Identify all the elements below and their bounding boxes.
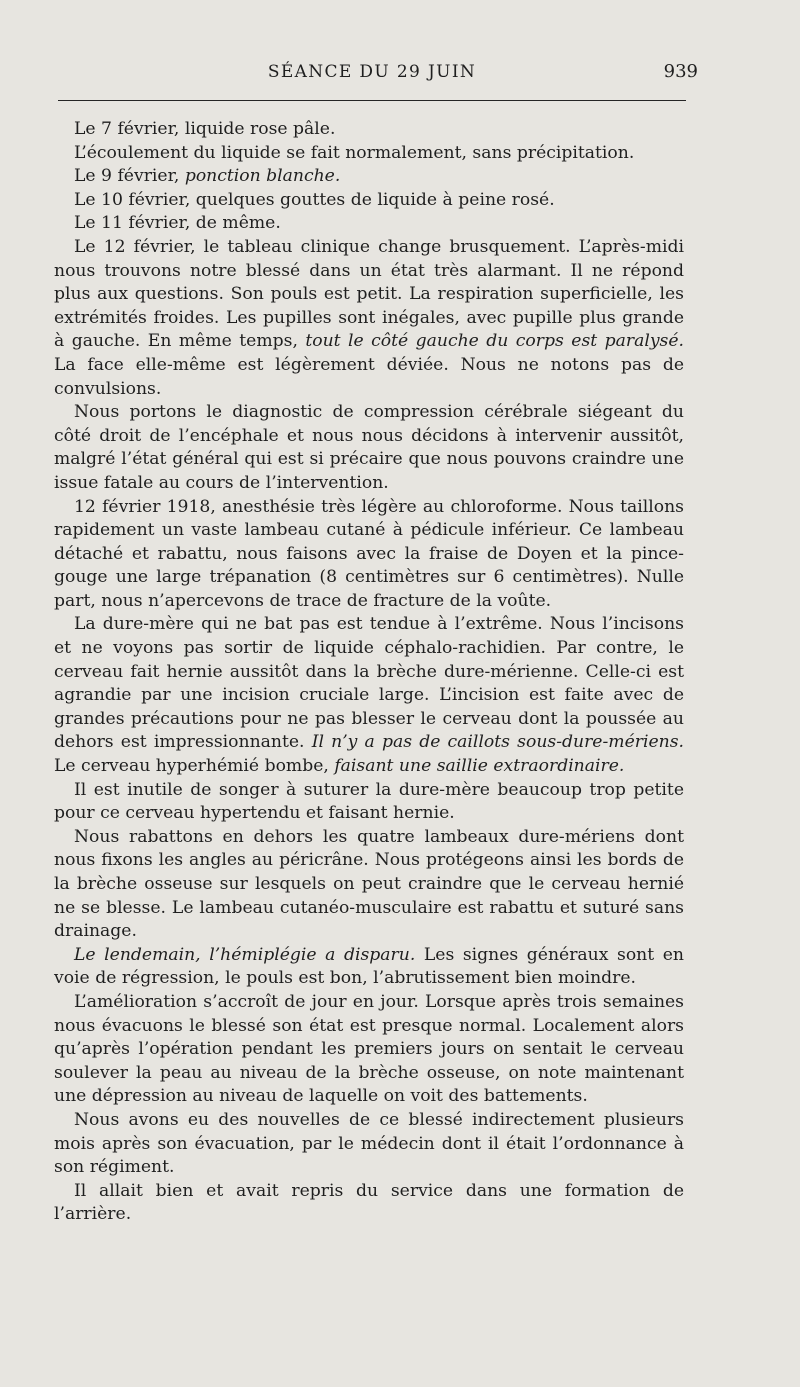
paragraph [54, 944, 684, 991]
italic-text: Le lendemain, l’hémiplégie a disparu. [74, 944, 416, 965]
text-run: Nous rabattons en dehors les quatre lambeaux dure-mériens dont nous fixons les angles au péricrâne. Nous protégeons ainsi les bords de la brèche osseuse sur lesquels on peut craindre que le cerveau hernié ne se blesse. Le lambeau cutanéo-musculaire est rabattu et suturé sans drainage. [54, 826, 684, 942]
text-run: Il est inutile de songer à suturer la dure-mère beaucoup trop petite pour ce cerveau hypertendu et faisant hernie. [54, 779, 684, 824]
paragraph [54, 496, 684, 614]
paragraph [54, 1180, 684, 1227]
text-run: Le 12 février, le tableau clinique change brusquement. L’après-midi nous trouvons notre blessé dans un état très alarmant. Il ne répond plus aux questions. Son pouls est petit. La respiration superficielle, les extrémités froides. Les pupilles sont inégales, avec pupille plus grande à gauche. En même temps, [54, 236, 684, 352]
page-number: 939 [663, 61, 698, 82]
text-run: La face elle-même est légèrement déviée. Nous ne notons pas de convulsions. [54, 354, 684, 399]
text-run: Le 9 février, [74, 166, 185, 187]
text-run: 12 février 1918, anesthésie très légère au chloroforme. Nous taillons rapidement un vaste lambeau cutané à pédicule inférieur. Ce lambeau détaché et rabattu, nous faisons avec la fraise de Doyen et la pince-gouge une large trépanation (8 centimètres sur 6 centimètres). Nulle part, nous n’apercevons de trace de fracture de la voûte. [54, 496, 684, 611]
text-run: L’amélioration s’accroît de jour en jour. Lorsque après trois semaines nous évacuons le blessé son état est presque normal. Localement alors qu’après l’opération pendant les premiers jours on sentait le cerveau soulever la peau au niveau de la brèche osseuse, on note maintenant une dépression au niveau de laquelle on voit des battements. [54, 991, 684, 1107]
text-run: Les signes généraux sont en voie de régression, le pouls est bon, l’abrutissement bien moindre. [54, 944, 684, 989]
italic-text: faisant une saillie extraordinaire. [334, 756, 625, 777]
text-run: Il allait bien et avait repris du service dans une formation de l’arrière. [54, 1180, 684, 1225]
running-header [54, 60, 698, 84]
paragraph [54, 991, 684, 1109]
paragraph [54, 236, 684, 401]
text-run: Nous avons eu des nouvelles de ce blessé indirectement plusieurs mois après son évacuation, par le médecin dont il était l’ordonnance à son régiment. [54, 1109, 684, 1178]
paragraph [54, 212, 684, 236]
body-text [54, 118, 684, 1227]
italic-text: ponction blanche. [184, 166, 341, 187]
header-title: SÉANCE DU 29 JUIN [267, 62, 477, 82]
text-run: Le 7 février, liquide rose pâle. [74, 119, 336, 139]
paragraph [54, 165, 684, 189]
paragraph [54, 142, 684, 166]
text-run: La dure-mère qui ne bat pas est tendue à l’extrême. Nous l’incisons et ne voyons pas sortir de liquide céphalo-rachidien. Par contre, le cerveau fait hernie aussitôt dans la brèche dure-mérienne. Celle-ci est agrandie par une incision cruciale large. L’incision est faite avec de grandes précautions pour ne pas blesser le cerveau dont la poussée au dehors est impressionnante. [54, 614, 684, 753]
text-run: L’écoulement du liquide se fait normalement, sans précipitation. [74, 142, 635, 163]
paragraph [54, 1109, 684, 1180]
paragraph [54, 189, 684, 213]
text-run: Le 10 février, quelques gouttes de liquide à peine rosé. [74, 189, 555, 210]
text-run: Le 11 février, de même. [74, 213, 281, 234]
paragraph [54, 613, 684, 778]
text-run: Nous portons le diagnostic de compression cérébrale siégeant du côté droit de l’encéphale et nous nous décidons à intervenir aussitôt, malgré l’état général qui est si précaire que nous pouvons craindre une issue fatale au cours de l’intervention. [54, 402, 684, 493]
header-rule [58, 100, 686, 101]
italic-text: tout le côté gauche du corps est paralysé. [305, 331, 684, 352]
text-run: Le cerveau hyperhémié bombe, [54, 756, 335, 777]
paragraph [54, 779, 684, 826]
paragraph [54, 826, 684, 944]
paragraph [54, 118, 684, 142]
italic-text: Il n’y a pas de caillots sous-dure-mériens. [311, 732, 684, 753]
paragraph [54, 401, 684, 495]
